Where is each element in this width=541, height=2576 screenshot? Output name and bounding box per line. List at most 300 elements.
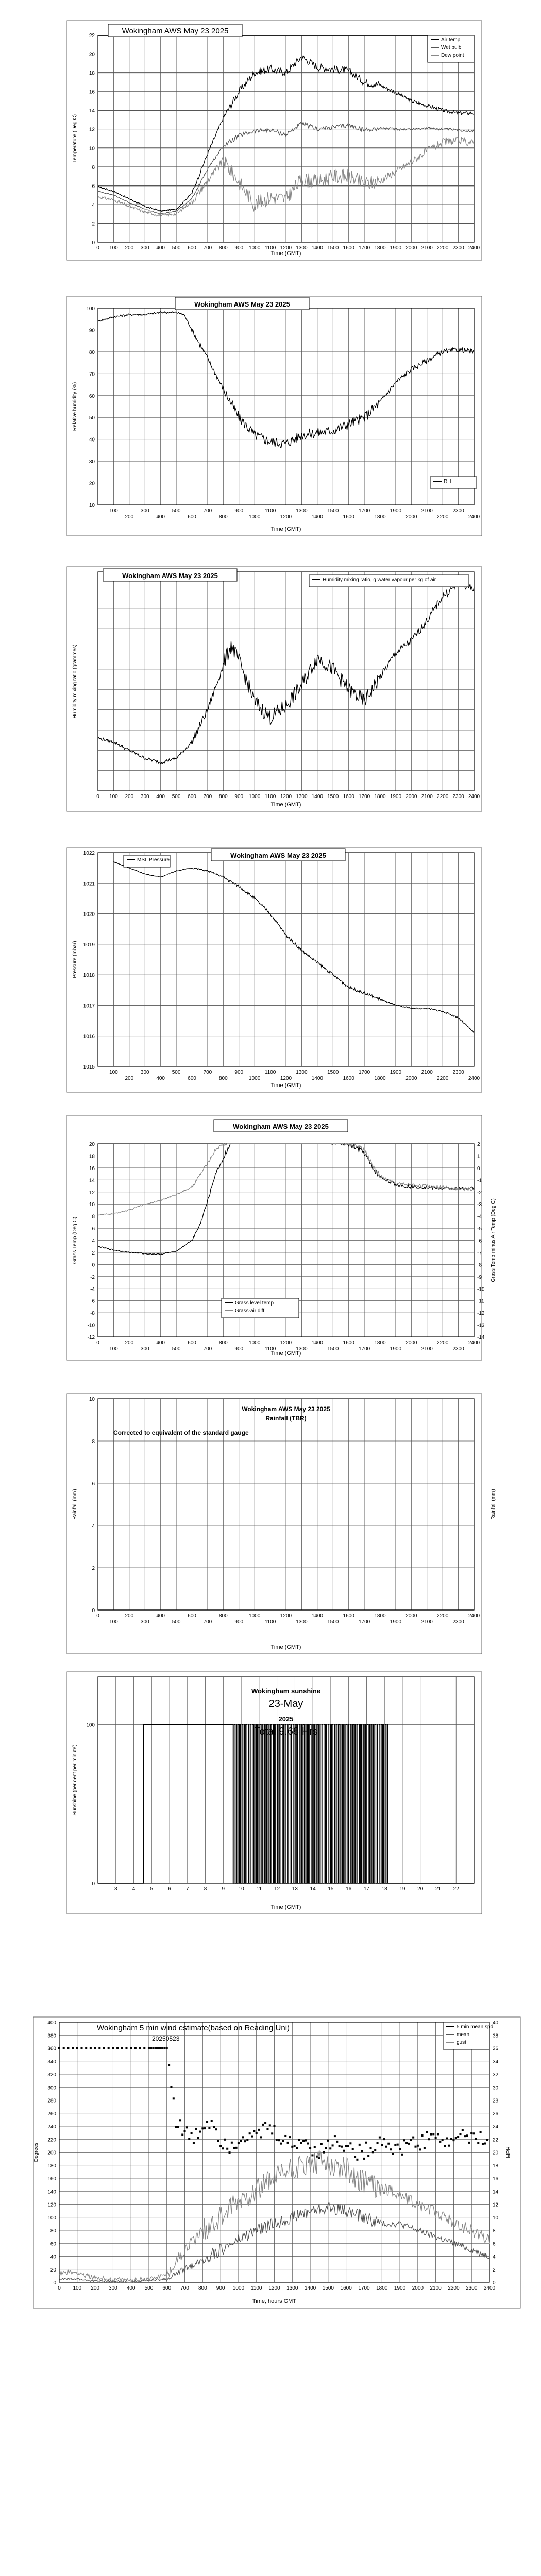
x-tick-label: 2100 [421,794,433,800]
wind-dir-marker [186,2126,188,2128]
y-tick-label: 1019 [83,942,95,948]
x-tick-label: 1600 [340,2285,352,2291]
chart-frame [33,2017,520,2308]
y-tick-label: 320 [47,2072,56,2078]
x-tick-label: 1000 [249,514,261,520]
y-tick-label: -8 [90,1311,95,1317]
y2-tick-label: 0 [477,1165,480,1172]
x-tick-label: 0 [58,2285,61,2291]
y2-tick-label: 36 [493,2046,499,2052]
x-tick-label: 1000 [249,794,261,800]
y-tick-label: 30 [89,459,95,465]
y2-axis-title: Grass Temp minus Air Temp (Deg C) [491,1198,496,1282]
x-tick-label: 1800 [374,245,386,251]
x-tick-label: 17 [363,1886,369,1892]
y-tick-label: 100 [47,2215,56,2221]
wind-dir-marker [459,2133,461,2135]
x-tick-label: 1900 [390,508,402,514]
wind-dir-marker [226,2148,228,2150]
y2-tick-label: -6 [477,1238,482,1244]
x-tick-label: 500 [144,2285,154,2291]
wind-dir-marker [426,2131,428,2133]
wind-dir-marker [72,2047,74,2049]
wind-dir-marker [85,2047,87,2049]
wind-dir-marker [168,2064,170,2066]
x-tick-label: 1800 [376,2285,388,2291]
x-tick-label: 1100 [250,2285,262,2291]
x-tick-label: 600 [188,245,196,251]
x-tick-label: 100 [109,1619,118,1625]
x-tick-label: 300 [109,2285,117,2291]
y2-tick-label: -3 [477,1202,482,1208]
x-tick-label: 1100 [264,1346,276,1352]
wind-dir-marker [439,2141,441,2143]
x-tick-label: 300 [140,794,149,800]
wind-dir-marker [356,2159,358,2161]
wind-dir-marker [414,2146,416,2148]
wind-dir-marker [370,2147,372,2149]
y2-tick-label: 30 [493,2085,499,2091]
x-axis-title: Time (GMT) [270,1082,301,1089]
x-tick-label: 13 [292,1886,298,1892]
x-tick-label: 2200 [437,514,449,520]
x-tick-label: 1800 [374,1340,386,1346]
legend-label: Air temp [441,37,461,43]
wind-dir-marker [197,2137,199,2139]
wind-dir-marker [397,2144,399,2146]
wind-dir-marker [262,2124,264,2126]
x-tick-label: 1200 [280,1613,292,1619]
x-tick-label: 16 [346,1886,352,1892]
x-tick-label: 1400 [311,514,323,520]
wind-dir-marker [163,2047,165,2049]
wind-dir-marker [343,2150,345,2152]
legend-label: Grass level temp [235,1300,274,1306]
x-tick-label: 600 [188,794,196,800]
x-tick-label: 1500 [322,2285,334,2291]
x-tick-label: 1700 [358,2285,370,2291]
wind-dir-marker [309,2147,311,2149]
y2-tick-label: 22 [493,2137,499,2143]
wind-dir-marker [347,2145,349,2147]
y-tick-label: 0 [92,1881,95,1887]
y-tick-label: 14 [89,1178,95,1184]
y-tick-label: 340 [47,2059,56,2065]
wind-dir-marker [289,2136,291,2138]
wind-dir-marker [408,2143,410,2145]
x-tick-label: 1000 [249,1076,261,1081]
y2-tick-label: 28 [493,2098,499,2104]
x-tick-label: 2300 [452,508,464,514]
wind-dir-marker [361,2150,363,2152]
y-axis-title: Rainfall (mm) [72,1489,78,1520]
y2-tick-label: 18 [493,2163,499,2169]
x-tick-label: 2400 [468,1076,480,1081]
x-tick-label: 1300 [296,794,308,800]
y-tick-label: 60 [89,393,95,399]
y-tick-label: 240 [47,2124,56,2130]
wind-dir-marker [424,2147,426,2149]
wind-dir-marker [269,2124,271,2126]
x-tick-label: 0 [96,1340,99,1346]
y2-tick-label: 16 [493,2176,499,2182]
x-tick-label: 1300 [296,1070,308,1075]
wind-dir-marker [276,2139,278,2141]
legend-label: Wet bulb [441,45,462,50]
y-tick-label: 12 [89,1190,95,1196]
wind-dir-marker [94,2047,96,2049]
x-tick-label: 400 [156,1076,165,1081]
x-tick-label: 1800 [374,794,386,800]
y2-tick-label: -13 [477,1323,485,1329]
chart-7 [67,1672,482,1914]
x-tick-label: 2000 [405,1613,417,1619]
wind-dir-marker [383,2138,385,2140]
wind-dir-marker [320,2143,323,2145]
x-tick-label: 2200 [437,1340,449,1346]
x-tick-label: 300 [140,1346,149,1352]
wind-dir-marker [125,2047,127,2049]
wind-dir-marker [211,2120,213,2122]
x-tick-label: 2000 [412,2285,424,2291]
y2-tick-label: 6 [493,2241,496,2247]
chart-title: Wokingham sunshine [251,1687,321,1695]
wind-dir-marker [394,2144,396,2146]
x-tick-label: 2100 [421,1619,433,1625]
wind-dir-marker [452,2139,454,2141]
chart-title: Wokingham AWS May 23 2025 [230,852,326,859]
wind-dir-marker [121,2047,123,2049]
wind-dir-marker [242,2136,244,2138]
wind-dir-marker [387,2143,390,2145]
x-tick-label: 1900 [390,1346,402,1352]
wind-dir-marker [484,2142,486,2144]
wind-dir-marker [305,2139,307,2141]
y-tick-label: 10 [89,1397,95,1402]
wind-dir-marker [244,2140,246,2142]
x-tick-label: 2200 [437,245,449,251]
wind-dir-marker [260,2136,262,2138]
x-tick-label: 2000 [405,794,417,800]
x-tick-label: 900 [234,245,244,251]
x-tick-label: 400 [156,514,165,520]
wind-dir-marker [432,2133,434,2135]
x-tick-label: 2100 [430,2285,442,2291]
x-tick-label: 2100 [421,508,433,514]
x-tick-label: 800 [218,1076,228,1081]
x-tick-label: 100 [109,1346,118,1352]
wind-dir-marker [274,2125,276,2127]
y2-tick-label: -14 [477,1335,485,1341]
y-tick-label: 0 [92,1608,95,1614]
wind-dir-marker [103,2047,105,2049]
chart-8 [33,2017,520,2308]
wind-dir-marker [392,2153,394,2155]
x-tick-label: 2100 [421,245,433,251]
wind-dir-marker [291,2146,293,2148]
x-tick-label: 1600 [343,1613,354,1619]
wind-dir-marker [475,2138,477,2140]
x-tick-label: 6 [168,1886,171,1892]
x-tick-label: 1400 [304,2285,316,2291]
y-tick-label: 100 [86,306,95,312]
wind-dir-marker [486,2139,488,2141]
wind-dir-marker [159,2047,161,2049]
wind-dir-marker [298,2139,300,2141]
y-tick-label: 2 [92,1250,95,1256]
wind-dir-marker [112,2047,114,2049]
x-tick-label: 1000 [249,1613,261,1619]
wind-dir-marker [339,2145,341,2147]
y2-tick-label: 0 [493,2280,496,2286]
x-tick-label: 1200 [280,514,292,520]
wind-dir-marker [233,2147,235,2149]
x-tick-label: 700 [180,2285,189,2291]
x-tick-label: 1400 [311,1076,323,1081]
wind-dir-marker [457,2136,459,2138]
x-tick-label: 0 [96,794,99,800]
x-tick-label: 1700 [358,508,370,514]
wind-dir-marker [177,2126,179,2128]
x-tick-label: 19 [399,1886,405,1892]
x-tick-label: 5 [150,1886,154,1892]
wind-dir-marker [435,2137,437,2139]
x-tick-label: 500 [172,245,181,251]
x-tick-label: 1500 [327,1070,339,1075]
y-tick-label: 1015 [83,1064,95,1070]
wind-dir-marker [271,2132,273,2134]
x-tick-label: 1700 [358,1619,370,1625]
y-tick-label: -2 [90,1274,95,1280]
wind-dir-marker [405,2142,408,2144]
wind-dir-marker [256,2132,258,2134]
x-tick-label: 2300 [452,1070,464,1075]
wind-dir-marker [327,2140,329,2142]
legend-label: gust [457,2040,466,2045]
x-tick-label: 400 [126,2285,136,2291]
wind-dir-marker [199,2131,201,2133]
y-tick-label: 80 [50,2228,56,2234]
y-tick-label: 260 [47,2111,56,2117]
wind-dir-marker [161,2047,163,2049]
x-tick-label: 700 [203,1619,212,1625]
x-axis-title: Time (GMT) [270,250,301,257]
wind-dir-marker [417,2145,419,2147]
wind-dir-marker [352,2148,354,2150]
wind-dir-marker [179,2119,181,2121]
x-tick-label: 1700 [358,1346,370,1352]
y-tick-label: 2 [92,1566,95,1571]
legend-box [430,477,477,488]
y-axis-title: Pressure (mbar) [72,941,78,978]
wind-dir-marker [282,2140,284,2142]
wind-dir-marker [58,2047,60,2049]
x-tick-label: 1100 [264,508,276,514]
wind-dir-marker [229,2151,231,2154]
chart-subtitle: 20250523 [152,2035,180,2042]
x-tick-label: 700 [203,508,212,514]
x-tick-label: 1800 [374,1076,386,1081]
y-tick-label: 280 [47,2098,56,2104]
y-tick-label: 6 [92,183,95,190]
wind-dir-marker [287,2142,289,2144]
y-tick-label: 12 [89,127,95,133]
x-tick-label: 1500 [327,794,339,800]
wind-dir-marker [67,2047,69,2049]
y-tick-label: 1018 [83,973,95,979]
year-label: 2025 [278,1715,294,1723]
y2-tick-label: 24 [493,2124,499,2130]
wind-dir-marker [150,2047,152,2049]
x-tick-label: 10 [238,1886,244,1892]
wind-dir-marker [222,2147,224,2149]
y2-tick-label: 10 [493,2215,499,2221]
wind-dir-marker [166,2047,168,2049]
x-tick-label: 1200 [280,1076,292,1081]
wind-dir-marker [359,2144,361,2146]
x-tick-label: 18 [381,1886,387,1892]
x-tick-label: 2200 [437,1613,449,1619]
wind-dir-marker [307,2142,309,2144]
chart-3 [67,567,482,811]
y-tick-label: 4 [92,202,95,208]
gridlines [59,2022,489,2282]
x-axis-title: Time (GMT) [270,1904,301,1910]
y-tick-label: 6 [92,1226,95,1232]
x-tick-label: 200 [125,1076,134,1081]
wind-dir-marker [90,2047,92,2049]
legend-label: Dew point [441,53,464,58]
wind-dir-marker [377,2142,379,2144]
wind-dir-marker [191,2132,193,2134]
x-tick-label: 2000 [405,1076,417,1081]
y-axis-title: Sunshine (per cent per minute) [72,1744,78,1816]
x-tick-label: 900 [234,1346,244,1352]
x-tick-label: 400 [156,1340,165,1346]
x-tick-label: 2400 [468,514,480,520]
x-tick-label: 1200 [280,245,292,251]
x-tick-label: 700 [203,245,212,251]
wind-dir-marker [170,2086,172,2088]
wind-dir-marker [412,2137,414,2139]
wind-dir-marker [403,2139,405,2141]
x-tick-label: 1100 [264,1619,276,1625]
wind-dir-marker [468,2142,470,2144]
x-tick-label: 1200 [280,1340,292,1346]
wind-dir-marker [323,2151,325,2154]
y-tick-label: 160 [47,2176,56,2182]
x-tick-label: 1200 [280,794,292,800]
x-tick-label: 100 [73,2285,82,2291]
x-tick-label: 200 [125,1340,134,1346]
chart-title: Wokingham AWS May 23 2025 [194,300,290,308]
x-tick-label: 700 [203,1070,212,1075]
x-tick-label: 1600 [343,1340,354,1346]
x-tick-label: 900 [234,794,244,800]
y2-tick-label: -4 [477,1214,482,1220]
x-tick-label: 1300 [296,1619,308,1625]
y-tick-label: 400 [47,2020,56,2026]
y2-tick-label: -7 [477,1250,482,1256]
y-tick-label: 20 [89,52,95,58]
y-tick-label: 0 [92,1262,95,1268]
x-tick-label: 4 [132,1886,136,1892]
legend-label: RH [444,479,451,484]
x-tick-label: 20 [417,1886,424,1892]
y2-tick-label: 38 [493,2033,499,2039]
x-tick-label: 1700 [358,245,370,251]
x-tick-label: 800 [218,1340,228,1346]
y-tick-label: 0 [92,240,95,246]
y-tick-label: 120 [47,2202,56,2208]
y2-tick-label: 34 [493,2059,499,2065]
y2-tick-label: 8 [493,2228,496,2234]
y2-tick-label: 4 [493,2254,496,2260]
x-tick-label: 500 [172,1619,181,1625]
wind-dir-marker [258,2129,260,2131]
x-tick-label: 2000 [405,245,417,251]
x-tick-label: 1900 [390,1619,402,1625]
y2-axis-title: MPH [506,2146,512,2158]
wind-dir-marker [401,2154,403,2156]
x-tick-label: 1000 [232,2285,245,2291]
x-tick-label: 1600 [343,1076,354,1081]
y-tick-label: 90 [89,328,95,334]
y-tick-label: 20 [89,481,95,487]
wind-dir-marker [240,2140,242,2142]
y-tick-label: 0 [53,2280,56,2286]
wind-dir-marker [253,2130,255,2132]
x-tick-label: 2100 [421,1346,433,1352]
wind-dir-marker [175,2126,177,2128]
x-tick-label: 7 [186,1886,189,1892]
y-tick-label: 50 [89,415,95,421]
y2-tick-label: 20 [493,2150,499,2156]
x-tick-label: 0 [96,1613,99,1619]
wind-dir-marker [213,2126,215,2128]
wind-dir-marker [63,2047,65,2049]
wind-dir-marker [314,2146,316,2148]
y-tick-label: 16 [89,89,95,95]
x-tick-label: 300 [140,508,149,514]
y-tick-label: 1021 [83,881,95,887]
x-tick-label: 1500 [327,508,339,514]
y-tick-label: 60 [50,2241,56,2247]
y2-axis-title: Rainfall (mm) [491,1489,496,1520]
wind-dir-marker [311,2154,313,2156]
x-tick-label: 200 [125,514,134,520]
x-tick-label: 900 [234,1070,244,1075]
x-tick-label: 1400 [311,1340,323,1346]
chart-1 [67,21,482,260]
x-tick-label: 1900 [390,245,402,251]
wind-dir-marker [219,2145,222,2147]
x-tick-label: 900 [216,2285,225,2291]
wind-dir-marker [153,2047,155,2049]
y-axis-title: Grass Temp (Deg C) [72,1216,78,1264]
x-tick-label: 2400 [468,1613,480,1619]
y2-tick-label: -5 [477,1226,482,1232]
wind-dir-marker [334,2135,336,2137]
wind-dir-marker [80,2047,82,2049]
x-tick-label: 2200 [448,2285,460,2291]
x-tick-label: 1500 [327,245,339,251]
x-tick-label: 500 [172,1070,181,1075]
x-tick-label: 300 [140,1619,149,1625]
x-tick-label: 1500 [327,1619,339,1625]
x-tick-label: 800 [218,245,228,251]
x-tick-label: 400 [156,794,165,800]
